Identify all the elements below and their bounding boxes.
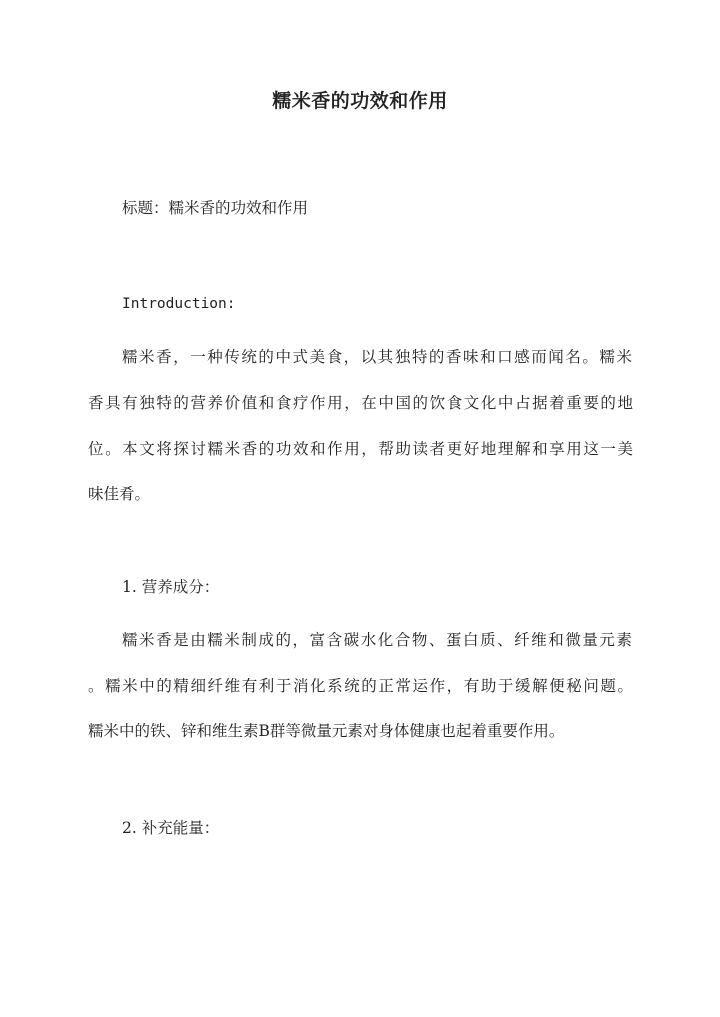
- section-1-paragraph-line: 。糯米中的精细纤维有利于消化系统的正常运作，有助于缓解便秘问题。: [88, 677, 633, 695]
- section-1-paragraph-line: 糯米中的铁、锌和维生素B群等微量元素对身体健康也起着重要作用。: [88, 722, 565, 740]
- intro-paragraph-line: 香具有独特的营养价值和食疗作用，在中国的饮食文化中占据着重要的地: [88, 394, 633, 412]
- intro-paragraph-line: 糯米香，一种传统的中式美食，以其独特的香味和口感而闻名。糯米: [122, 348, 632, 366]
- section-2-heading: 2. 补充能量：: [122, 819, 220, 837]
- intro-paragraph-line: 位。本文将探讨糯米香的功效和作用，帮助读者更好地理解和享用这一美: [88, 440, 633, 458]
- section-1-heading: 1. 营养成分：: [122, 578, 220, 596]
- heading-line: 标题：糯米香的功效和作用: [122, 199, 309, 217]
- intro-label: Introduction:: [122, 296, 236, 312]
- document-title: 糯米香的功效和作用: [272, 90, 448, 112]
- section-1-paragraph-line: 糯米香是由糯米制成的，富含碳水化合物、蛋白质、纤维和微量元素: [122, 631, 632, 649]
- intro-paragraph-line: 味佳肴。: [88, 485, 151, 503]
